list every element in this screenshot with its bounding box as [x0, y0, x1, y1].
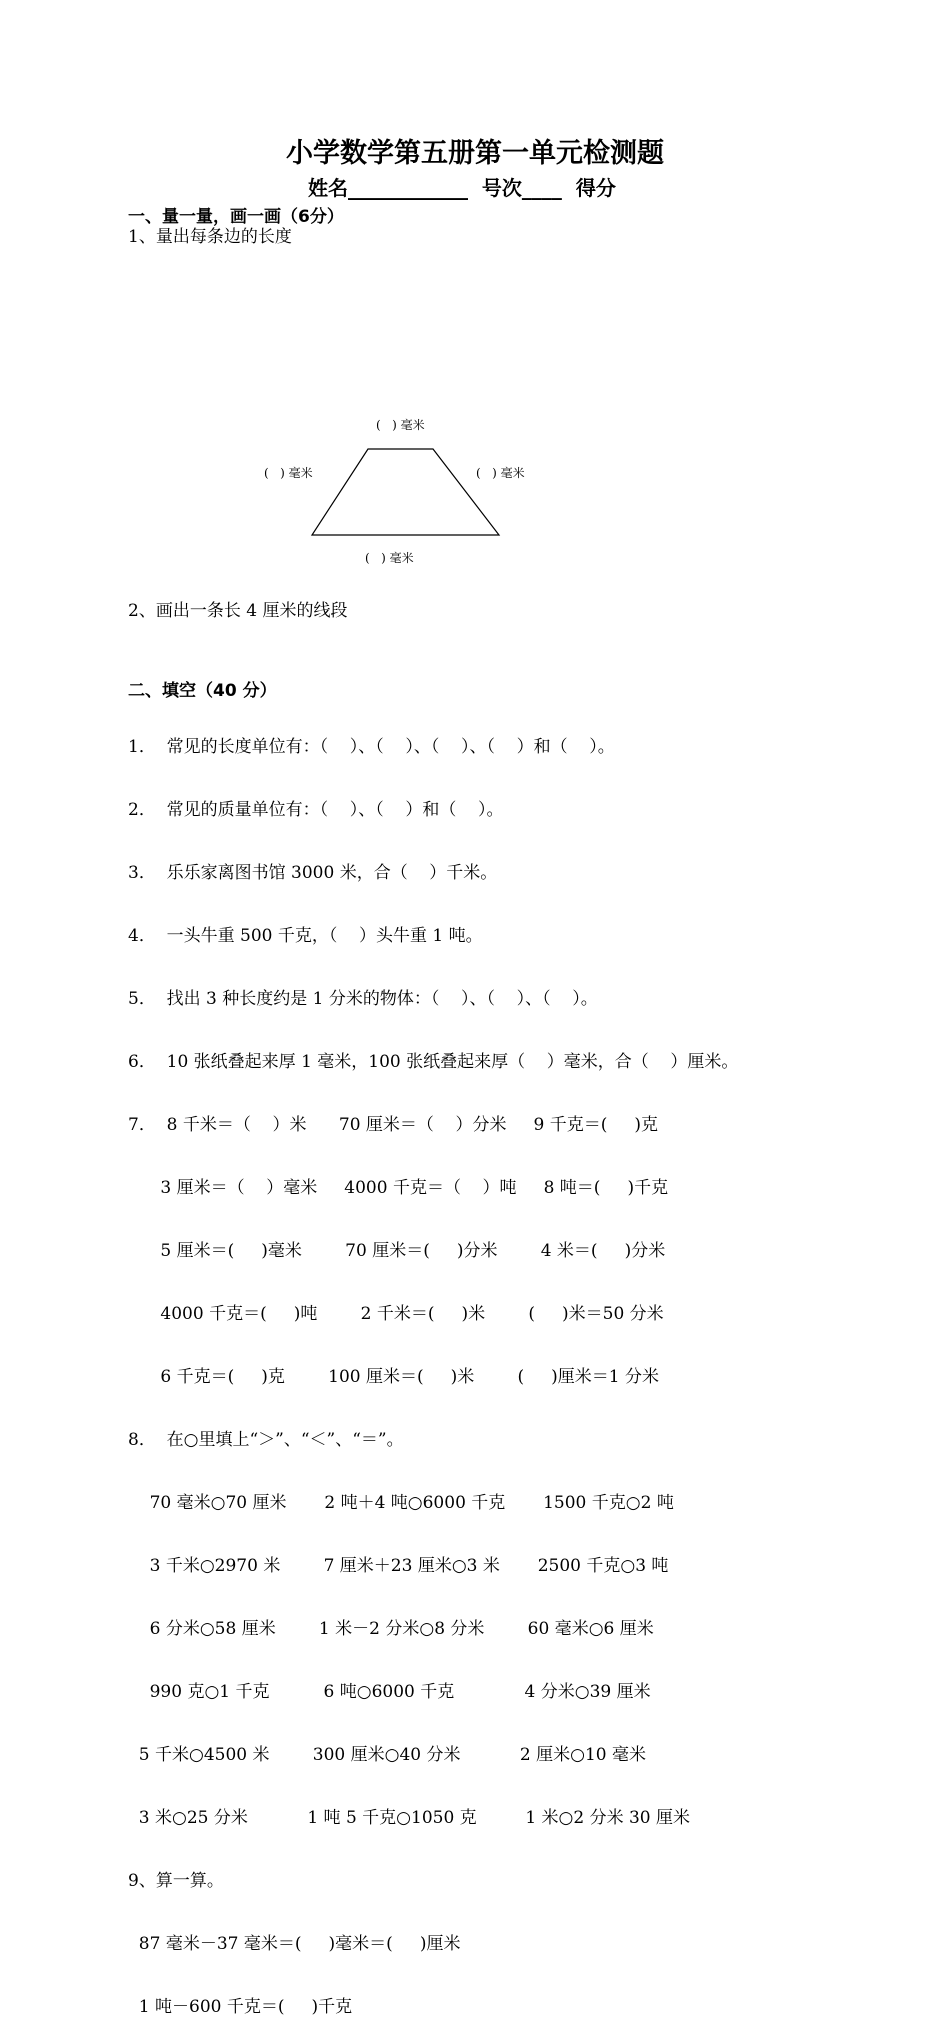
- section1-heading: 一、量一量，画一画（6分）: [128, 207, 344, 227]
- question-1-1: 1、量出每条边的长度: [128, 227, 292, 247]
- fill-in-list: [128, 698, 738, 2040]
- fill-line: 3 厘米＝（ ）毫米 4000 千克＝（ ）吨 8 吨＝( )千克: [128, 1178, 669, 1198]
- fill-line: 6． 10 张纸叠起来厚 1 毫米，100 张纸叠起来厚（ ）毫米，合（ ）厘米。: [128, 1052, 739, 1072]
- fill-line: 4． 一头牛重 500 千克，（ ）头牛重 1 吨。: [128, 926, 483, 946]
- fill-line: 7． 8 千米＝（ ）米 70 厘米＝（ ）分米 9 千克＝( )克: [128, 1115, 659, 1135]
- fill-line: 5． 找出 3 种长度约是 1 分米的物体：（ ）、（ ）、（ ）。: [128, 989, 598, 1009]
- fill-line: 3． 乐乐家离图书馆 3000 米，合（ ）千米。: [128, 863, 498, 883]
- fill-line: 6 分米○58 厘米 1 米－2 分米○8 分米 60 毫米○6 厘米: [128, 1619, 654, 1639]
- fill-line: 70 毫米○70 厘米 2 吨＋4 吨○6000 千克 1500 千克○2 吨: [128, 1493, 674, 1513]
- fill-line: 3 米○25 分米 1 吨 5 千克○1050 克 1 米○2 分米 30 厘米: [128, 1808, 691, 1828]
- label-right-side: ( ) 毫米: [476, 466, 525, 480]
- fill-line: 3 千米○2970 米 7 厘米＋23 厘米○3 米 2500 千克○3 吨: [128, 1556, 669, 1576]
- fill-line: 1 吨－600 千克＝( )千克: [128, 1997, 353, 2017]
- fill-line: 1． 常见的长度单位有：（ ）、（ ）、（ ）、（ ）和（ ）。: [128, 737, 615, 757]
- fill-line: 87 毫米－37 毫米＝( )毫米＝( )厘米: [128, 1934, 461, 1954]
- fill-line: 990 克○1 千克 6 吨○6000 千克 4 分米○39 厘米: [128, 1682, 651, 1702]
- fill-line: 8． 在○里填上“＞”、“＜”、“＝”。: [128, 1430, 404, 1450]
- question-1-2: 2、画出一条长 4 厘米的线段: [128, 601, 348, 621]
- section2-heading: 二、填空（40 分）: [128, 681, 277, 701]
- fill-line: 2． 常见的质量单位有：（ ）、（ ）和（ ）。: [128, 800, 504, 820]
- fill-line: 9、算一算。: [128, 1871, 224, 1891]
- fill-line: 4000 千克＝( )吨 2 千米＝( )米 ( )米＝50 分米: [128, 1304, 664, 1324]
- trapezoid-shape: [312, 449, 499, 535]
- fill-line: 6 千克＝( )克 100 厘米＝( )米 ( )厘米＝1 分米: [128, 1367, 660, 1387]
- label-bottom-side: ( ) 毫米: [365, 551, 414, 565]
- label-left-side: ( ) 毫米: [264, 466, 313, 480]
- page-title: 小学数学第五册第一单元检测题: [286, 138, 664, 169]
- fill-line: 5 厘米＝( )毫米 70 厘米＝( )分米 4 米＝( )分米: [128, 1241, 666, 1261]
- fill-line: 5 千米○4500 米 300 厘米○40 分米 2 厘米○10 毫米: [128, 1745, 647, 1765]
- label-top-side: ( ) 毫米: [376, 418, 425, 432]
- name-score-line: 姓名____________ 号次____ 得分: [308, 176, 616, 200]
